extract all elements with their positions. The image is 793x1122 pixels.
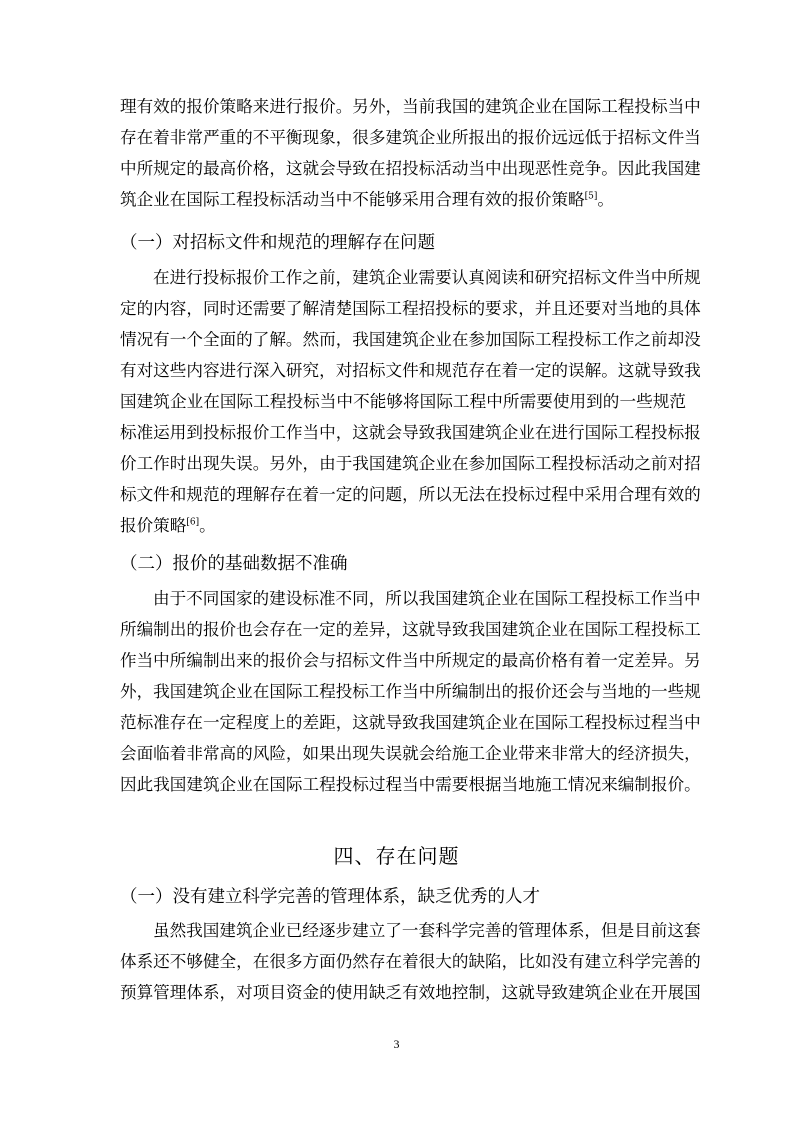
text-line: 理有效的报价策略来进行报价。另外，当前我国的建筑企业在国际工程投标当中 [120, 97, 701, 116]
text-line: 在进行投标报价工作之前，建筑企业需要认真阅读和研究招标文件当中所规 [153, 268, 701, 287]
text-line: 由于不同国家的建设标准不同，所以我国建筑企业在国际工程投标工作当中 [153, 589, 701, 608]
citation-ref: [6] [186, 517, 200, 528]
text-line: 外，我国建筑企业在国际工程投标工作当中所编制出的报价还会与当地的一些规 [120, 682, 701, 701]
text-line: 范标准存在一定程度上的差距，这就导致我国建筑企业在国际工程投标过程当中 [120, 713, 701, 732]
paragraph [120, 915, 701, 1008]
text-segment: 报价策略 [120, 516, 187, 535]
page-number: 3 [393, 1037, 400, 1051]
subsection-heading: （一）对招标文件和规范的理解存在问题 [120, 233, 435, 253]
paragraph [120, 583, 701, 800]
text-line: 预算管理体系，对项目资金的使用缺乏有效地控制，这就导致建筑企业在开展国 [120, 983, 701, 1002]
text-line [120, 510, 686, 541]
text-line: 所编制出的报价也会存在一定的差异，这就导致我国建筑企业在国际工程投标工 [120, 620, 701, 639]
text-line: 作当中所编制出来的报价会与招标文件当中所规定的最高价格有着一定差异。另 [120, 651, 701, 670]
text-line: 国建筑企业在国际工程投标当中不能够将国际工程中所需要使用到的一些规范 [120, 392, 686, 411]
text-line [120, 184, 686, 215]
citation-ref: [5] [584, 191, 598, 202]
section-title: 四、存在问题 [333, 844, 460, 868]
text-line: 标准运用到投标报价工作当中，这就会导致我国建筑企业在进行国际工程投标报 [120, 423, 701, 442]
subsection-heading: （一）没有建立科学完善的管理体系，缺乏优秀的人才 [120, 887, 540, 907]
text-line: 中所规定的最高价格，这就会导致在招投标活动当中出现恶性竞争。因此我国建 [120, 159, 701, 178]
subsection-heading: （二）报价的基础数据不准确 [120, 554, 348, 574]
text-segment: 。 [199, 516, 216, 535]
text-line: 有对这些内容进行深入研究，对招标文件和规范存在着一定的误解。这就导致我 [120, 361, 701, 380]
paragraph [120, 262, 701, 541]
text-line: 因此我国建筑企业在国际工程投标过程当中需要根据当地施工情况来编制报价。 [120, 775, 701, 794]
text-segment: 。 [597, 190, 614, 209]
text-line: 存在着非常严重的不平衡现象，很多建筑企业所报出的报价远远低于招标文件当 [120, 128, 701, 147]
text-line: 虽然我国建筑企业已经逐步建立了一套科学完善的管理体系，但是目前这套 [153, 921, 701, 940]
text-line: 定的内容，同时还需要了解清楚国际工程招投标的要求，并且还要对当地的具体 [120, 299, 701, 318]
text-line: 价工作时出现失误。另外，由于我国建筑企业在参加国际工程投标活动之前对招 [120, 454, 701, 473]
paragraph-continued [120, 91, 701, 215]
text-line: 情况有一个全面的了解。然而，我国建筑企业在参加国际工程投标工作之前却没 [120, 330, 701, 349]
text-segment: 筑企业在国际工程投标活动当中不能够采用合理有效的报价策略 [120, 190, 585, 209]
text-line: 体系还不够健全，在很多方面仍然存在着很大的缺陷，比如没有建立科学完善的 [120, 952, 701, 971]
text-line: 标文件和规范的理解存在着一定的问题，所以无法在投标过程中采用合理有效的 [120, 485, 701, 504]
text-line: 会面临着非常高的风险，如果出现失误就会给施工企业带来非常大的经济损失， [120, 744, 701, 763]
